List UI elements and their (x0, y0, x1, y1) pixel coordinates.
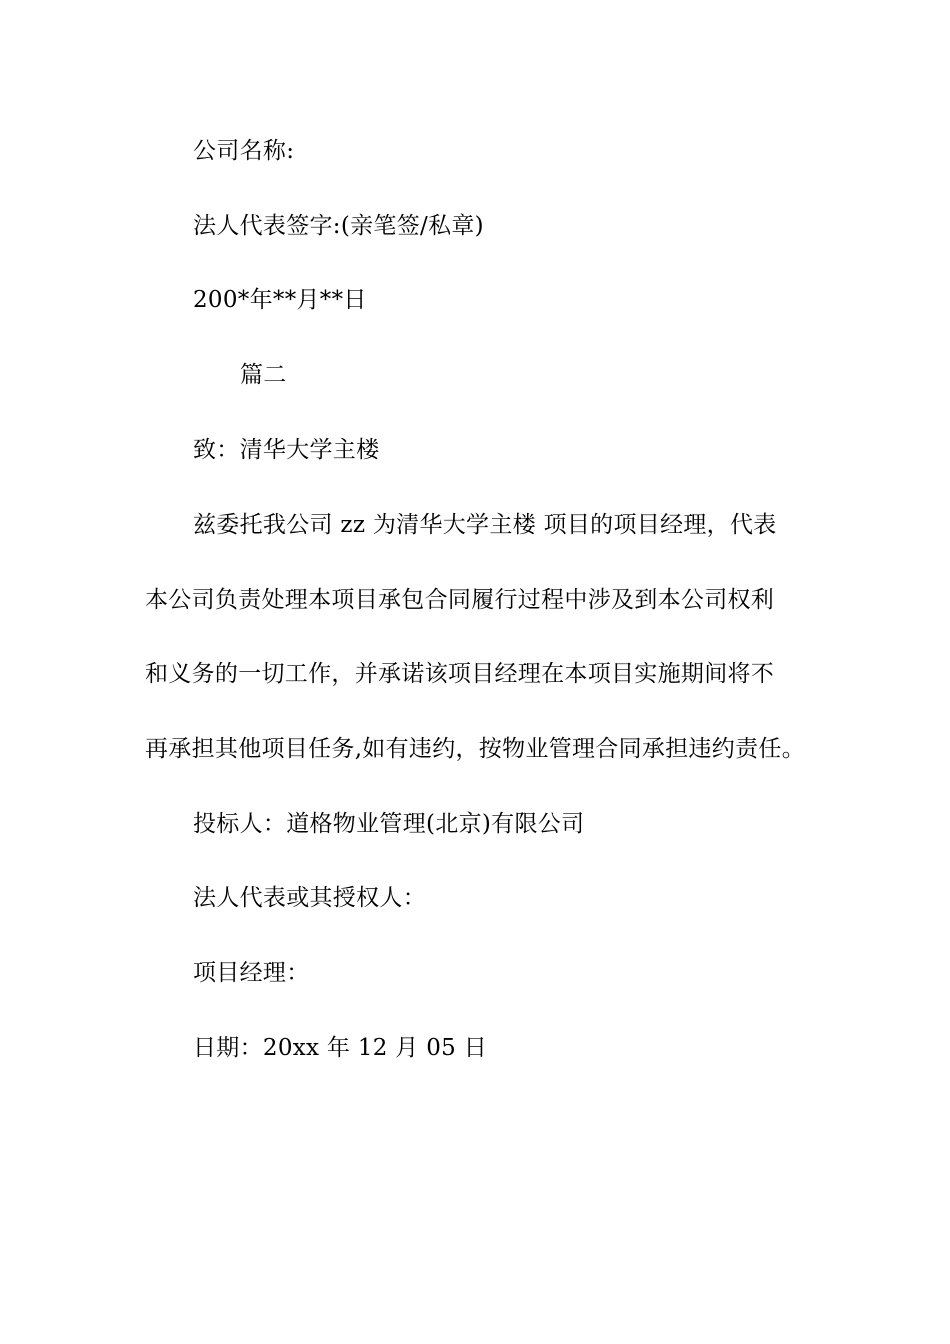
legal-rep-or-authorized-label: 法人代表或其授权人： (193, 885, 426, 911)
project-manager-label: 项目经理： (193, 960, 310, 986)
body-paragraph-line-2: 本公司负责处理本项目承包合同履行过程中涉及到本公司权利 (145, 587, 775, 613)
recipient-line: 致：清华大学主楼 (193, 437, 380, 463)
bidder-line: 投标人：道格物业管理(北京)有限公司 (193, 811, 585, 837)
body-paragraph-line-4: 再承担其他项目任务,如有违约，按物业管理合同承担违约责任。 (145, 736, 806, 762)
date-line: 日期：20xx 年 12 月 05 日 (193, 1035, 487, 1061)
section-heading: 篇二 (240, 362, 287, 388)
body-paragraph-line-3: 和义务的一切工作，并承诺该项目经理在本项目实施期间将不 (145, 661, 775, 687)
legal-rep-signature-label: 法人代表签字:(亲笔签/私章) (193, 213, 484, 239)
body-paragraph-line-1: 兹委托我公司 zz 为清华大学主楼 项目的项目经理，代表 (193, 512, 777, 538)
date-placeholder: 200*年**月**日 (193, 287, 367, 313)
company-name-label: 公司名称: (193, 138, 295, 164)
